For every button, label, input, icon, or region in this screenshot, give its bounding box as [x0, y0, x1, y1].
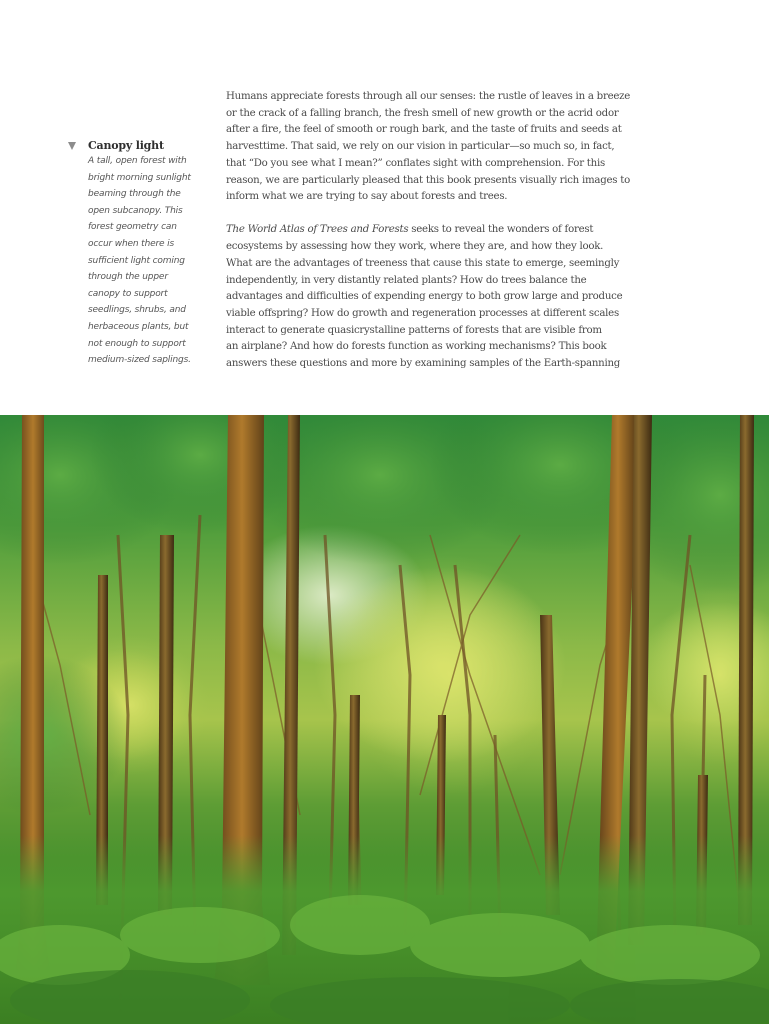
- caption-line: forest geometry can: [88, 222, 177, 233]
- text-line: advantages and difficulties of expending energy to both grow large and produce: [226, 291, 623, 303]
- text-line: answers these questions and more by examining samples of the Earth-spanning: [226, 358, 621, 370]
- forest-photo: [0, 415, 769, 1024]
- triangle-down-icon: [68, 142, 76, 150]
- caption-line: open subcanopy. This: [88, 205, 183, 216]
- caption-line: sufficient light coming: [88, 255, 185, 266]
- caption-line: beaming through the: [88, 189, 181, 200]
- text-line: inform what we are trying to say about forests and trees.: [226, 191, 508, 203]
- main-body-text: [226, 89, 666, 373]
- caption-line: A tall, open forest with: [88, 156, 187, 166]
- paragraph-senses: [226, 89, 666, 206]
- caption-line: canopy to support: [88, 288, 168, 299]
- book-title: The World Atlas of Trees and Forests: [226, 224, 409, 236]
- caption-header: [66, 139, 206, 152]
- text-line: reason, we are particularly pleased that this book presents visually rich images to: [226, 174, 630, 186]
- text-line: interact to generate quasicrystalline patterns of forests that are visible from: [226, 324, 602, 336]
- text-line: [226, 222, 666, 239]
- caption-line: seedlings, shrubs, and: [88, 305, 186, 316]
- text-line: independently, in very distantly related plants? How do trees balance the: [226, 274, 587, 286]
- text-line: after a fire, the feel of smooth or rough bark, and the taste of fruits and seeds at: [226, 124, 622, 136]
- caption-line: bright morning sunlight: [88, 172, 191, 183]
- caption-line: herbaceous plants, but: [88, 321, 189, 332]
- text-fragment: seeks to reveal the wonders of forest: [408, 224, 594, 236]
- caption-text: [88, 153, 206, 369]
- text-line: Humans appreciate forests through all our senses: the rustle of leaves in a breeze: [226, 91, 631, 102]
- caption-line: not enough to support: [88, 338, 186, 349]
- caption-line: medium-sized saplings.: [88, 355, 191, 366]
- photo-caption: [66, 139, 206, 369]
- text-line: or the crack of a falling branch, the fresh smell of new growth or the acrid odor: [226, 107, 619, 119]
- text-line: that “Do you see what I mean?” conflates sight with comprehension. For this: [226, 157, 605, 169]
- caption-title: Canopy light: [88, 139, 164, 152]
- text-line: harvesttime. That said, we rely on our vision in particular—so much so, in fact,: [226, 141, 615, 153]
- text-line: What are the advantages of treeness that cause this state to emerge, seemingly: [226, 257, 620, 269]
- text-line: an airplane? And how do forests function as working mechanisms? This book: [226, 341, 607, 353]
- caption-line: through the upper: [88, 272, 168, 283]
- text-line: ecosystems by assessing how they work, where they are, and how they look.: [226, 241, 604, 253]
- text-line: viable offspring? How do growth and regeneration processes at different scales: [226, 307, 619, 319]
- paragraph-book-intro: [226, 222, 666, 372]
- caption-line: occur when there is: [88, 238, 175, 249]
- forest-illustration: [0, 415, 769, 1024]
